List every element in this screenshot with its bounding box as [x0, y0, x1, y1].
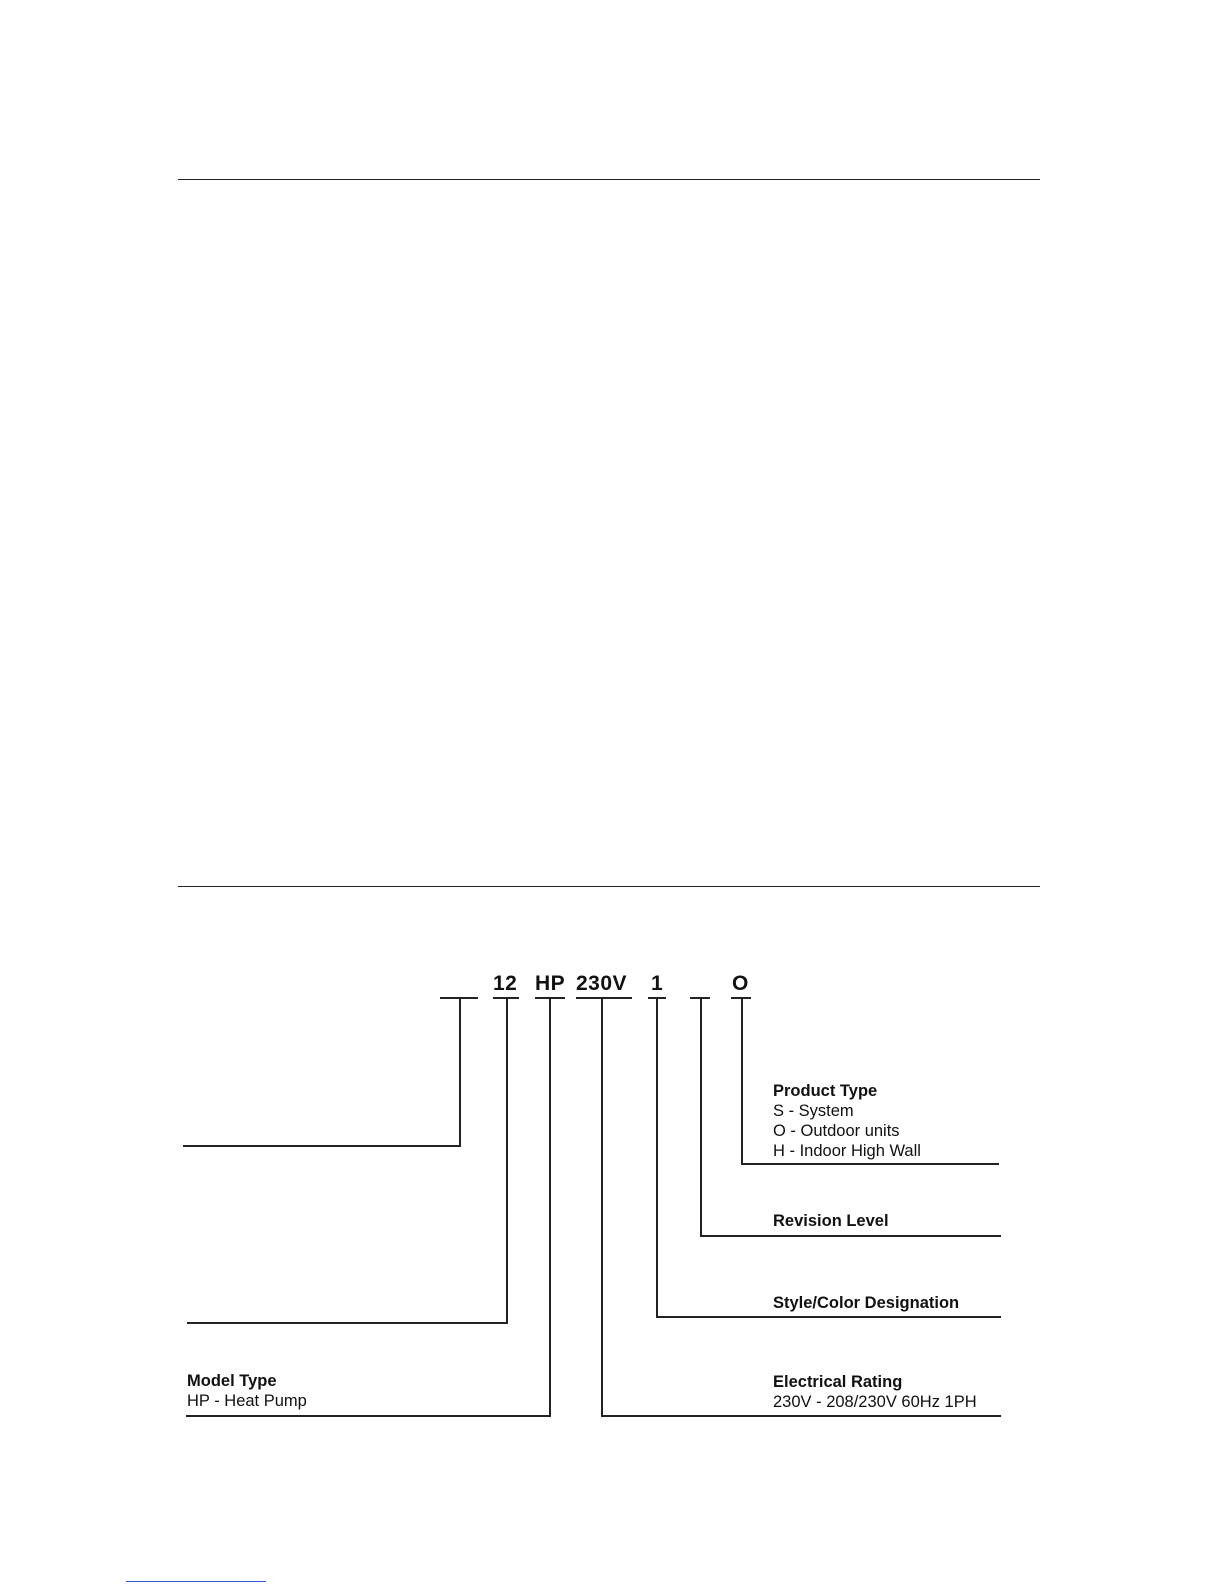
product-leader-horizontal [741, 1163, 999, 1165]
style-color-label [773, 1293, 959, 1313]
style-leader-horizontal [656, 1316, 1001, 1318]
electrical-rating-option: 230V - 208/230V 60Hz 1PH [773, 1393, 977, 1411]
model-leader-horizontal [186, 1415, 551, 1417]
code-voltage: 230V [576, 972, 628, 995]
voltage-leader-horizontal [601, 1415, 1001, 1417]
style-color-title: Style/Color Designation [773, 1294, 960, 1312]
style-leader-vertical [656, 997, 658, 1317]
capacity-leader-horizontal [187, 1322, 508, 1324]
model-type-label [187, 1371, 307, 1411]
top-divider [178, 179, 1040, 180]
product-leader-vertical [741, 997, 743, 1164]
model-type-title: Model Type [187, 1372, 277, 1390]
revision-level-title: Revision Level [773, 1212, 889, 1230]
electrical-rating-label [773, 1372, 977, 1412]
electrical-rating-title: Electrical Rating [773, 1373, 903, 1391]
code-product: O [732, 972, 749, 995]
voltage-leader-vertical [601, 997, 603, 1416]
revision-leader-horizontal [700, 1235, 1001, 1237]
revision-leader-vertical [700, 997, 702, 1236]
series-leader-horizontal [183, 1145, 461, 1147]
voltage-underline [576, 997, 632, 999]
code-capacity: 12 [493, 972, 518, 995]
revision-level-label [773, 1211, 889, 1231]
series-leader-vertical [459, 997, 461, 1146]
product-type-label [773, 1081, 921, 1161]
capacity-leader-vertical [506, 997, 508, 1323]
footer-link-underline[interactable] [126, 1581, 266, 1582]
product-type-title: Product Type [773, 1082, 878, 1100]
product-type-option: H - Indoor High Wall [773, 1142, 921, 1160]
model-leader-vertical [549, 997, 551, 1416]
model-type-option: HP - Heat Pump [187, 1392, 307, 1410]
product-type-option: S - System [773, 1102, 854, 1120]
code-model: HP [535, 972, 566, 995]
code-style: 1 [651, 972, 664, 995]
section-divider [178, 886, 1040, 887]
product-type-option: O - Outdoor units [773, 1122, 900, 1140]
